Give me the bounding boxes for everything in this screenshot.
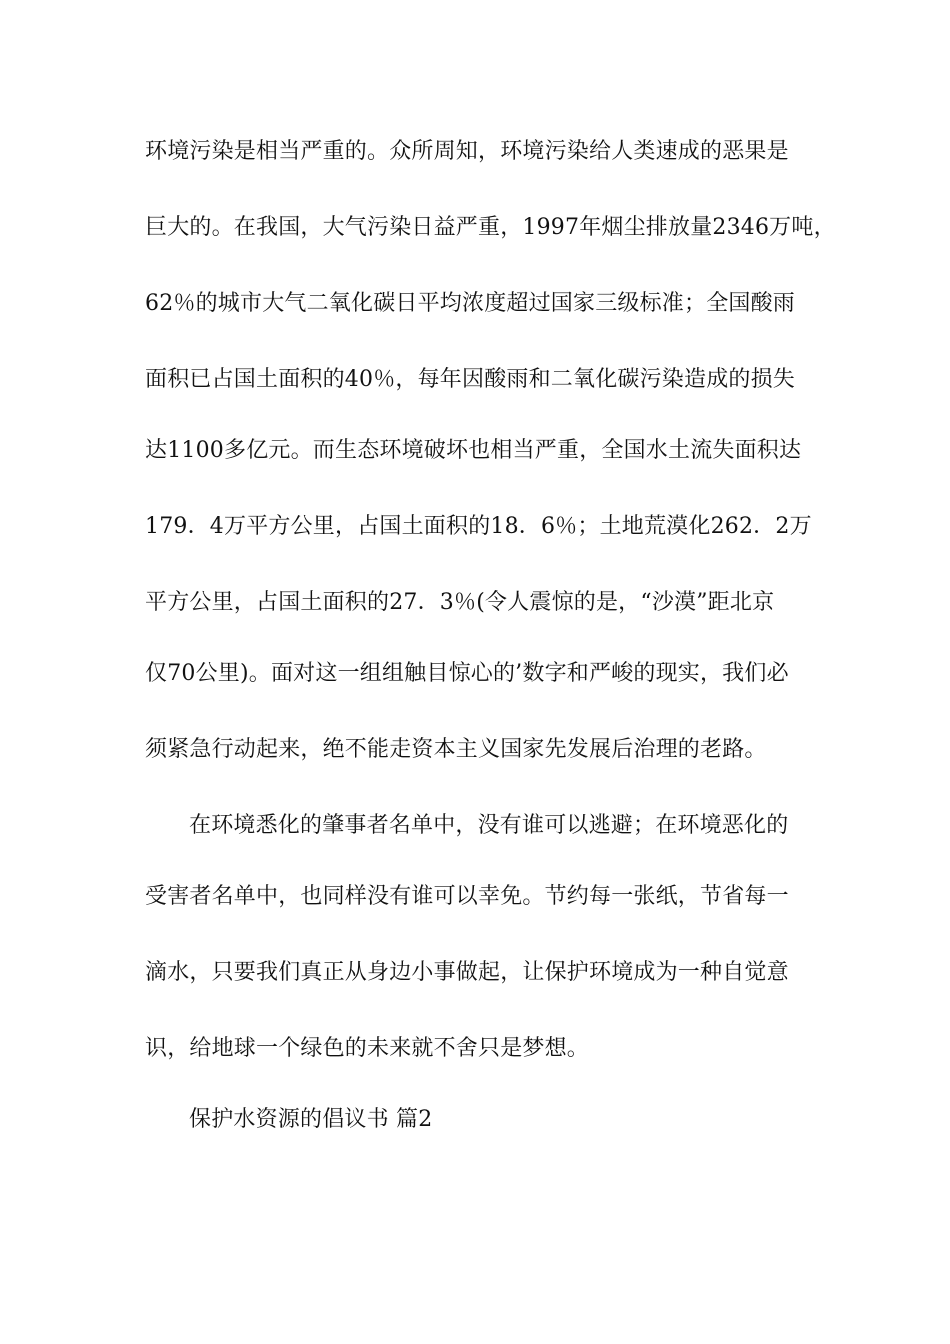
text-line: 须紧急行动起来，绝不能走资本主义国家先发展后治理的老路。 (145, 737, 767, 762)
section-heading: 保护水资源的倡议书 篇2 (189, 1107, 433, 1132)
text-line: 受害者名单中，也同样没有谁可以幸免。节约每一张纸，节省每一 (145, 884, 789, 909)
text-line: 仅70公里)。面对这一组组触目惊心的’数字和严峻的现实，我们必 (145, 661, 789, 686)
text-line: 面积已占国土面积的40％，每年因酸雨和二氧化碳污染造成的损失 (145, 367, 795, 392)
text-line: 巨大的。在我国，大气污染日益严重，1997年烟尘排放量2346万吨， (145, 215, 836, 240)
text-line: 滴水，只要我们真正从身边小事做起，让保护环境成为一种自觉意 (145, 960, 789, 985)
text-line: 平方公里，占国土面积的27．3％(令人震惊的是，“沙漠”距北京 (145, 590, 775, 615)
text-line: 179．4万平方公里，占国土面积的18．6％；土地荒漠化262．2万 (145, 514, 812, 539)
text-line: 62％的城市大气二氧化碳日平均浓度超过国家三级标准；全国酸雨 (145, 291, 795, 316)
text-line: 识，给地球一个绿色的未来就不舍只是梦想。 (145, 1036, 590, 1061)
text-line: 环境污染是相当严重的。众所周知，环境污染给人类速成的恶果是 (145, 139, 789, 164)
text-line: 达1100多亿元。而生态环境破坏也相当严重，全国水土流失面积达 (145, 438, 802, 463)
paragraph-first-line: 在环境悉化的肇事者名单中，没有谁可以逃避；在环境恶化的 (189, 813, 789, 838)
